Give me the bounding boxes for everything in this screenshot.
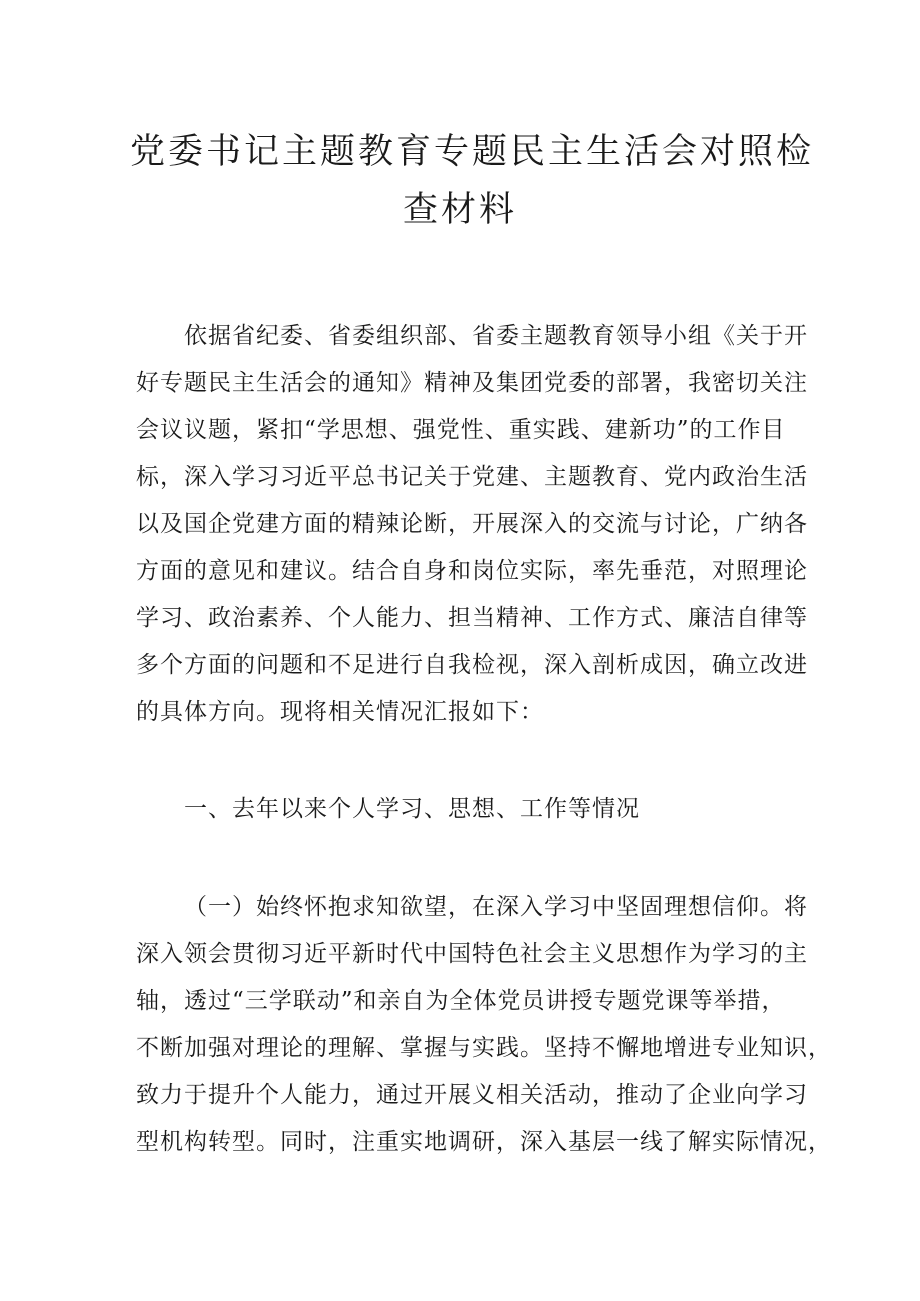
intro-line-5: 以及国企党建方面的精辣论断，开展深入的交流与讨论，广纳各	[136, 511, 808, 537]
intro-line-4: 标，深入学习习近平总书记关于党建、主题教育、党内政治生活	[136, 464, 808, 490]
intro-line-7: 学习、政治素养、个人能力、担当精神、工作方式、廉洁自律等	[136, 605, 808, 631]
intro-line-1: 依据省纪委、省委组织部、省委主题教育领导小组《关于开	[184, 323, 808, 349]
section-one-line-3: 轴，透过“三学联动”和亲自为全体党员讲授专题党课等举措，	[136, 988, 786, 1014]
intro-line-9: 的具体方向。现将相关情况汇报如下：	[136, 699, 544, 725]
intro-line-6: 方面的意见和建议。结合自身和岗位实际，率先垂范，对照理论	[136, 558, 808, 584]
intro-line-8: 多个方面的问题和不足进行自我检视，深入剖析成因，确立改进	[136, 652, 808, 678]
section-one-line-5: 致力于提升个人能力，通过开展义相关活动，推动了企业向学习	[136, 1082, 808, 1108]
section-heading: 一、去年以来个人学习、思想、工作等情况	[184, 796, 640, 822]
section-one-line-1: （一）始终怀抱求知欲望，在深入学习中坚固理想信仰。将	[184, 894, 808, 920]
intro-line-3: 会议议题，紧扣“学思想、强党性、重实践、建新功”的工作目	[136, 417, 786, 443]
section-one-line-4: 不断加强对理论的理解、掌握与实践。坚持不懈地增进专业知识，	[136, 1035, 832, 1061]
document-title-line-2: 查材料	[402, 190, 517, 230]
section-one-line-6: 型机构转型。同时，注重实地调研，深入基层一线了解实际情况，	[136, 1129, 832, 1155]
intro-line-2: 好专题民主生活会的通知》精神及集团党委的部署，我密切关注	[136, 370, 808, 396]
document-title-line-1: 党委书记主题教育专题民主生活会对照检	[130, 132, 815, 172]
section-one-line-2: 深入领会贯彻习近平新时代中国特色社会主义思想作为学习的主	[136, 941, 808, 967]
